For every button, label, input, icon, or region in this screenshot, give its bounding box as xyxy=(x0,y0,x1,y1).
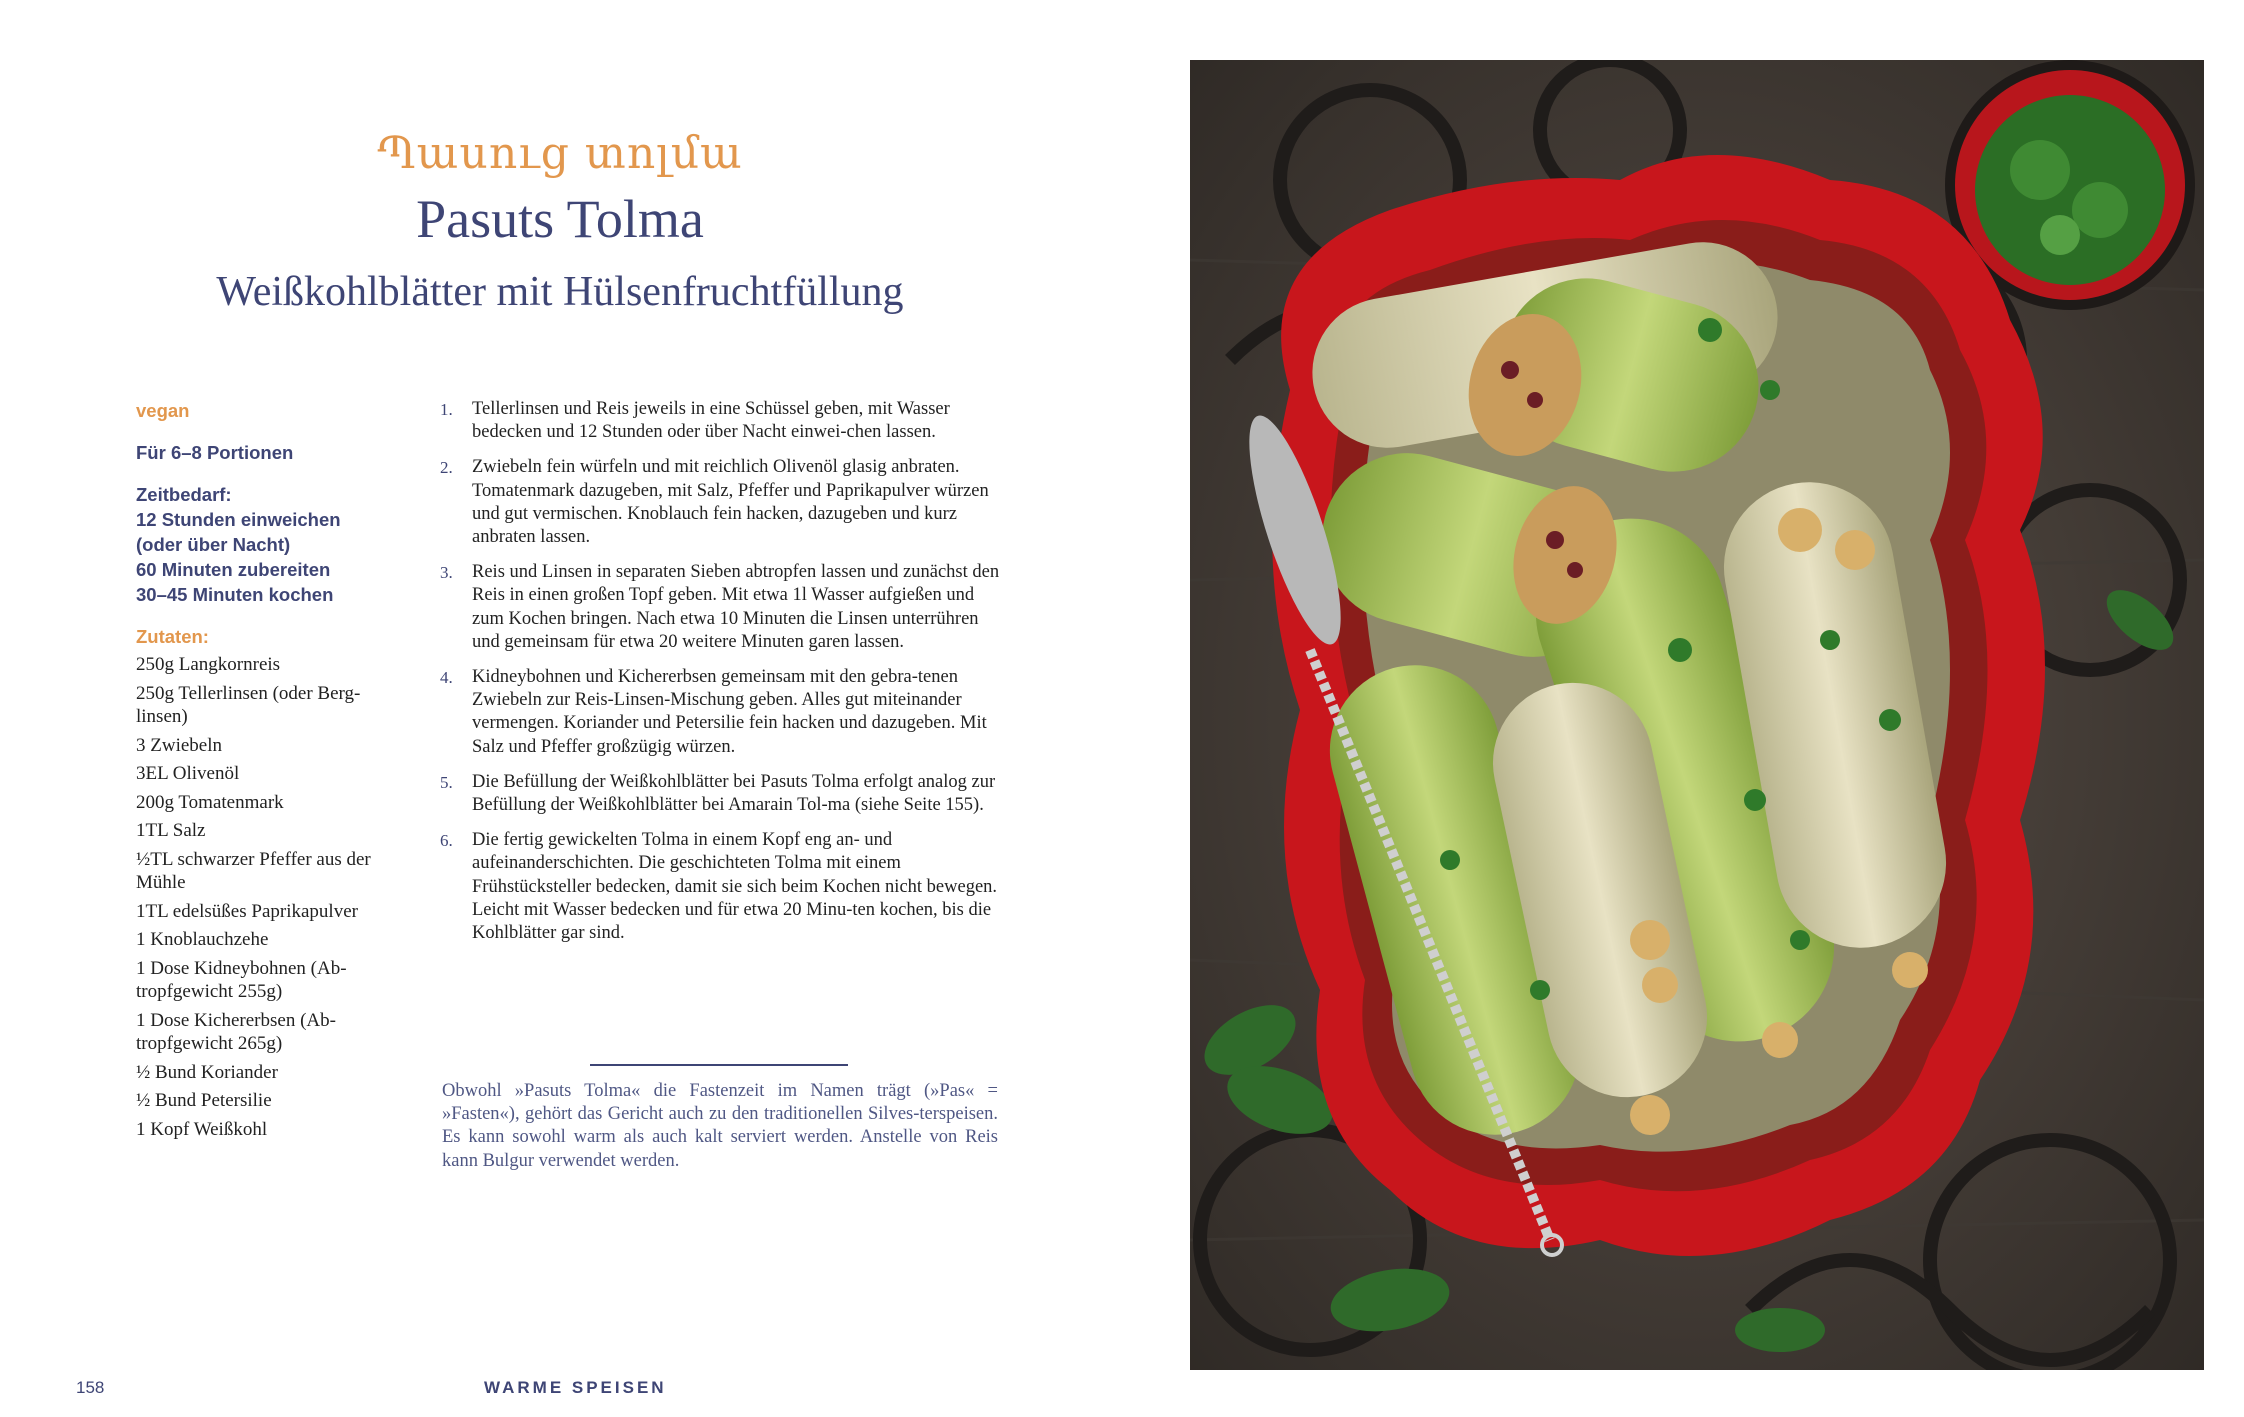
ingredient-item: 3 Zwiebeln xyxy=(136,734,223,756)
ingredient-item: 1 Dose Kichererbsen (Ab-tropfgewicht 265g) xyxy=(136,1009,336,1054)
step-item xyxy=(440,771,1000,817)
recipe-subtitle: Weißkohlblätter mit Hülsenfruchtfüllung xyxy=(216,269,904,315)
ingredient-item: 250g Langkornreis xyxy=(136,654,281,675)
ingredient-item: 200g Tomatenmark xyxy=(136,791,284,813)
step-item xyxy=(440,561,1000,654)
step-item xyxy=(440,829,1000,945)
recipe-info-sidebar xyxy=(136,398,396,1146)
time-item: 30–45 Minuten kochen xyxy=(136,584,334,605)
ingredient-item: 250g Tellerlinsen (oder Berg-linsen) xyxy=(136,682,361,727)
preparation-steps xyxy=(440,398,1000,957)
recipe-note: Obwohl »Pasuts Tolma« die Fastenzeit im Namen trägt (»Pas« = »Fasten«), gehört das Gericht auch zu den traditionellen Silves-terspeisen. Es kann sowohl warm als auch kalt serviert werden. Anstelle von Reis kann Bulgur verwendet werden. xyxy=(442,1081,998,1171)
step-number: 5. xyxy=(440,772,453,792)
ingredient-item: 1TL Salz xyxy=(136,820,206,841)
ingredient-item: 1 Dose Kidneybohnen (Ab-tropfgewicht 255g) xyxy=(136,957,347,1002)
ingredient-item: 1 Knoblauchzehe xyxy=(136,929,269,950)
step-text: Die Befüllung der Weißkohlblätter bei Pasuts Tolma erfolgt analog zur Befüllung der Weißkohlblätter bei Amarain Tol-ma (siehe Seite 155). xyxy=(472,771,996,816)
step-number: 2. xyxy=(440,458,453,478)
ingredients-list xyxy=(136,653,396,1141)
section-name: WARME SPEISEN xyxy=(484,1378,667,1397)
step-text: Kidneybohnen und Kichererbsen gemeinsam mit den gebra-tenen Zwiebeln zur Reis-Linsen-Mischung geben. Alles gut miteinander vermengen. Koriander und Petersilie fein hacken und dazugeben. Mit Salz und Pfeffer großzügig würzen. xyxy=(472,667,987,757)
step-item xyxy=(440,666,1000,759)
ingredient-item: 3EL Olivenöl xyxy=(136,763,240,784)
time-item: (oder über Nacht) xyxy=(136,534,291,555)
recipe-title: Pasuts Tolma xyxy=(416,189,704,249)
page-number: 158 xyxy=(76,1378,105,1397)
time-item: 12 Stunden einweichen xyxy=(136,509,341,530)
step-number: 1. xyxy=(440,400,453,419)
ingredient-item: 1TL edelsüßes Paprikapulver xyxy=(136,900,358,922)
servings-label: Für 6–8 Portionen xyxy=(136,442,294,463)
note-divider xyxy=(590,1064,848,1066)
ingredient-item: ½TL schwarzer Pfeffer aus der Mühle xyxy=(136,848,371,893)
time-item: 60 Minuten zubereiten xyxy=(136,559,331,580)
diet-label: vegan xyxy=(136,400,190,421)
step-item xyxy=(440,398,1000,444)
step-item xyxy=(440,456,1000,549)
time-list xyxy=(136,507,396,607)
time-heading: Zeitbedarf: xyxy=(136,484,232,505)
armenian-title: Պասուց տոլմա xyxy=(377,128,743,179)
dish-illustration xyxy=(1190,60,2204,1370)
step-text: Zwiebeln fein würfeln und mit reichlich Olivenöl glasig anbraten. Tomatenmark dazugeben, mit Salz, Pfeffer und Paprikapulver würzen und gut vermischen. Knoblauch fein hacken, dazugeben und kurz anbraten lassen. xyxy=(472,457,989,548)
ingredient-item: ½ Bund Koriander xyxy=(136,1061,278,1083)
ingredient-item: 1 Kopf Weißkohl xyxy=(136,1118,268,1140)
step-number: 4. xyxy=(440,668,453,688)
dish-photo xyxy=(1190,60,2204,1370)
ingredient-item: ½ Bund Petersilie xyxy=(136,1090,272,1111)
recipe-page xyxy=(0,0,1120,1417)
step-number: 6. xyxy=(440,831,453,851)
step-number: 3. xyxy=(440,563,453,583)
ingredients-heading: Zutaten: xyxy=(136,626,209,647)
step-text: Tellerlinsen und Reis jeweils in eine Schüssel geben, mit Wasser bedecken und 12 Stunden oder über Nacht einwei-chen lassen. xyxy=(472,399,950,443)
step-text: Die fertig gewickelten Tolma in einem Kopf eng an- und aufeinanderschichten. Die geschichteten Tolma mit einem Frühstücksteller bedecken, damit sie sich beim Kochen nicht bewegen. Leicht mit Wasser bedecken und für etwa 20 Minu-ten kochen, bis die Kohlblätter gar sind. xyxy=(472,830,998,944)
step-text: Reis und Linsen in separaten Sieben abtropfen lassen und zunächst den Reis in einen großen Topf geben. Mit etwa 1l Wasser aufgießen und zum Kochen bringen. Nach etwa 10 Minuten die Linsen unterrühren und gemeinsam für etwa 20 weitere Minuten garen lassen. xyxy=(472,562,1000,652)
